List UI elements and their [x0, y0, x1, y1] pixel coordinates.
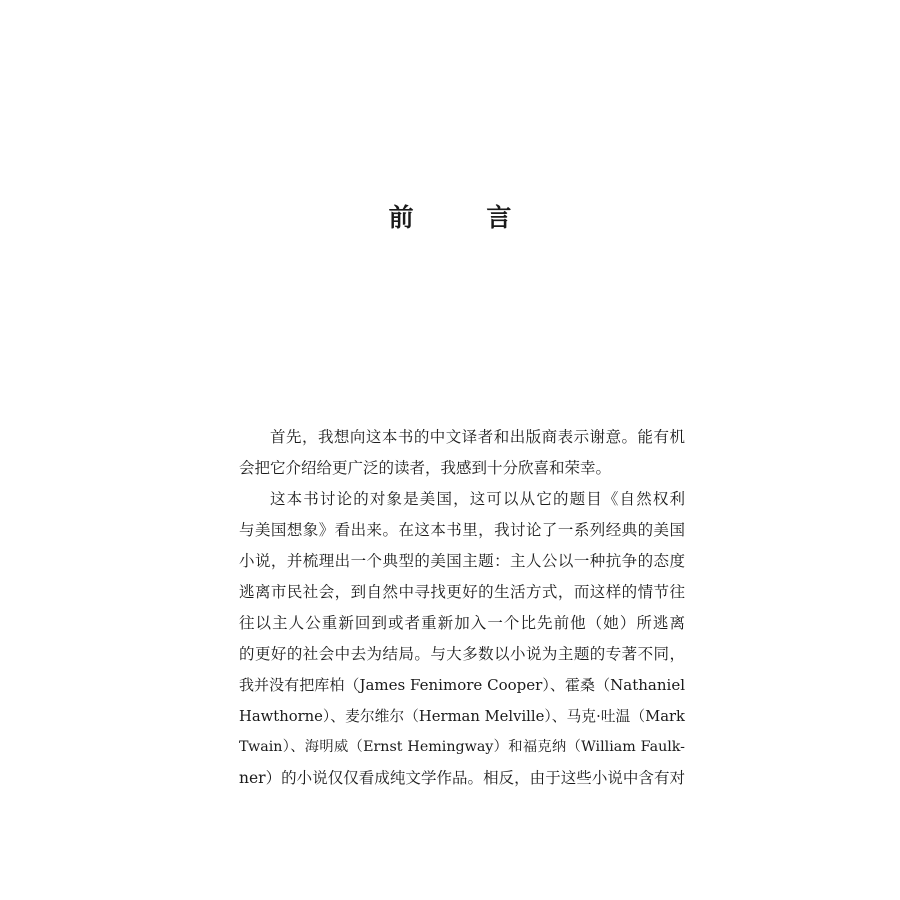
- text-line: 首先，我想向这本书的中文译者和出版商表示谢意。能有机: [270, 428, 685, 446]
- text-line: 与美国想象》看出来。在这本书里，我讨论了一系列经典的美国: [239, 521, 685, 539]
- text-line: Hawthorne）、麦尔维尔（Herman Melville）、马克·吐温（Mark: [239, 708, 685, 725]
- text-line: 逃离市民社会，到自然中寻找更好的生活方式，而这样的情节往: [239, 583, 685, 601]
- text-line: 小说，并梳理出一个典型的美国主题：主人公以一种抗争的态度: [239, 552, 685, 570]
- text-line: 的更好的社会中去为结局。与大多数以小说为主题的专著不同，: [239, 645, 685, 663]
- text-line: ner）的小说仅仅看成纯文学作品。相反，由于这些小说中含有对: [239, 769, 685, 787]
- text-line: 往以主人公重新回到或者重新加入一个比先前他（她）所逃离: [239, 614, 685, 632]
- page-title: 前 言: [388, 203, 544, 232]
- text-line: 我并没有把库柏（James Fenimore Cooper）、霍桑（Nathaniel: [239, 676, 685, 694]
- text-line: 这本书讨论的对象是美国，这可以从它的题目《自然权利: [270, 490, 685, 508]
- preface-body: [239, 422, 685, 794]
- text-line: Twain）、海明威（Ernst Hemingway）和福克纳（William Faulk-: [239, 739, 685, 755]
- text-line: 会把它介绍给更广泛的读者，我感到十分欣喜和荣幸。: [239, 459, 612, 477]
